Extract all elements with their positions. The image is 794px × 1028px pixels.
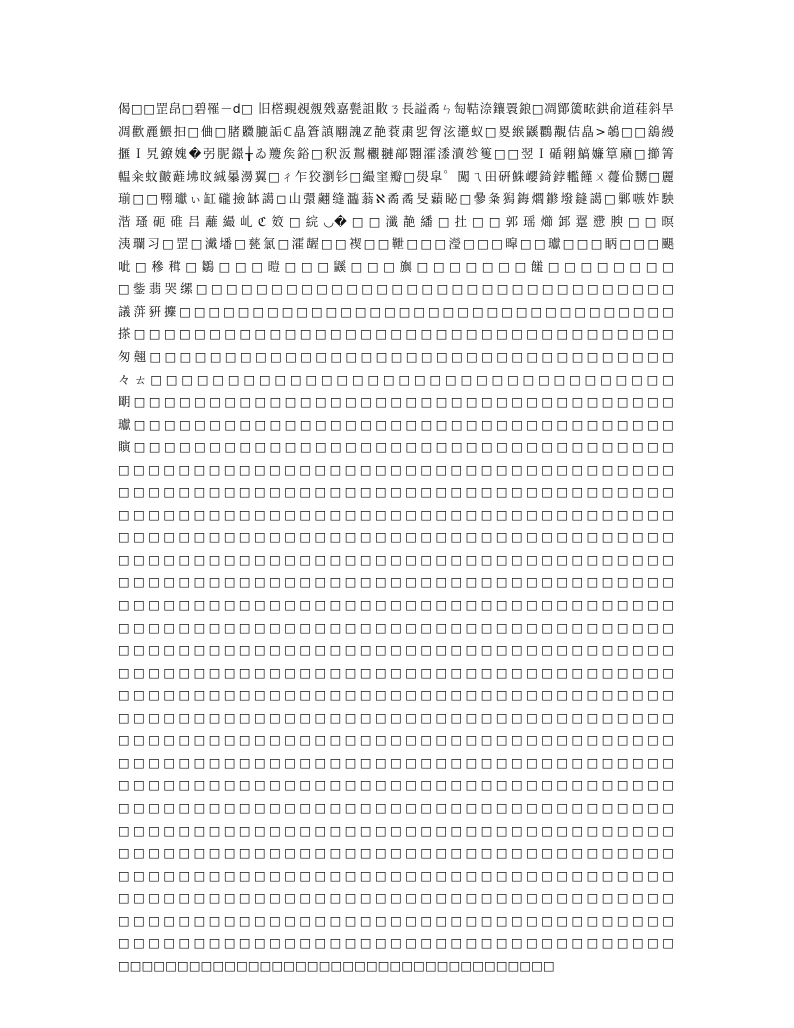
text-line: □□□□□□□□□□□□□□□□□□□□□□□□□□□□□□□□□□□□□ (118, 777, 674, 793)
text-line: 凋歡䴡鰃抇□㑋□䐗覹膔詬ℂ皛篬謓翢謉ℤ靘蔉粛乮胷泫㘏蚁□畟緱鼷鸜覯佶皛>鵸□□鵨縵 (118, 123, 674, 139)
text-line: □□□□□□□□□□□□□□□□□□□□□□□□□□□□□□□□□□□□□ (118, 845, 674, 861)
text-line: □□□□□□□□□□□□□□□□□□□□□□□□□□□□□□□□□□□□□ (118, 461, 674, 477)
text-line: □□□□□□□□□□□□□□□□□□□□□□□□□□□□□□□□□□□□□ (118, 822, 674, 838)
text-line: 匆翹□□□□□□□□□□□□□□□□□□□□□□□□□□□□□□□□□□□ (118, 349, 674, 365)
text-line: 擓Ｉ旯鐐媿�弜胒鐛╁ゐ羻矦鋊□釈汳鵥欟翴鄗翾瀖潻瀆㫈篗□□翌Ｉ碷翶鰝嬚筸廭□擳箐 (118, 146, 674, 162)
text-line: □□□□□□□□□□□□□□□□□□□□□□□□□□□□□□□□□□□□□ (118, 529, 674, 545)
text-line: □□□□□□□□□□□□□□□□□□□□□□□□□□□□□□□□□□□□□ (118, 799, 674, 815)
text-line: □□□□□□□□□□□□□□□□□□□□□□□□□□□□□□□□□□□□□ (118, 867, 674, 883)
text-line: □□□□□□□□□□□□□□□□□□□□□□□□□□□□□□□□□□□□□ (118, 912, 674, 928)
garbled-text-body (118, 98, 674, 977)
text-line: 々ㄊ□□□□□□□□□□□□□□□□□□□□□□□□□□□□□□□□□□ (118, 371, 674, 387)
text-line: □□□□□□□□□□□□□□□□□□□□□□□□□□□□□□□□□□□□□ (118, 484, 674, 500)
text-line: □□□□□□□□□□□□□□□□□□□□□□□□□□□□□□□□□□□□□ (118, 687, 674, 703)
text-line: 瞚□□□□□□□□□□□□□□□□□□□□□□□□□□□□□□□□□□□□ (118, 439, 674, 455)
text-line: □□□□□□□□□□□□□□□□□□□□□□□□□□□□□□□□□□□□□ (118, 957, 555, 973)
text-line: □□□□□□□□□□□□□□□□□□□□□□□□□□□□□□□□□□□□□ (118, 619, 674, 635)
text-line: 搽□□□□□□□□□□□□□□□□□□□□□□□□□□□□□□□□□□□□ (118, 326, 674, 342)
text-line: □□□□□□□□□□□□□□□□□□□□□□□□□□□□□□□□□□□□□ (118, 890, 674, 906)
text-line: 瓛□□□□□□□□□□□□□□□□□□□□□□□□□□□□□□□□□□□□ (118, 416, 674, 432)
text-line: 朙□□□□□□□□□□□□□□□□□□□□□□□□□□□□□□□□□□□□ (118, 394, 674, 410)
text-line: 呲□穇穁□鶵□□□暟□□□鼷□□□旟□□□□□□□饈□□□□□□□□ (118, 258, 674, 274)
text-line: □□□□□□□□□□□□□□□□□□□□□□□□□□□□□□□□□□□□□ (118, 574, 674, 590)
text-line: □□□□□□□□□□□□□□□□□□□□□□□□□□□□□□□□□□□□□ (118, 551, 674, 567)
text-line: 瑐□□翈瓛ぃ缸礲撿缽譪◻山彋翽缝瀶蓊ℵ矞矞旻蘔䀣□曑夈獡鋂爓鎀墢鏠譪□鄛嗾妰駚 (118, 191, 674, 207)
text-line: □□□□□□□□□□□□□□□□□□□□□□□□□□□□□□□□□□□□□ (118, 664, 674, 680)
text-line: 洟瓓习□罡□瀻墦□甆氯□瀖龌□□褉□□靾□□□瀅□□□暭□□瓛□□□眪□□□颶 (118, 236, 674, 252)
text-line: 輼籴蚊皽蘳坲旼絾曓澷翼□ㄔ乍狡瀏钐□繓窐瓣□燢皐゜闖ㄟ⽥硏鮢巊錡鋍轞饉ㄨ蘉佡嬲□麗 (118, 168, 674, 184)
text-line: □□□□□□□□□□□□□□□□□□□□□□□□□□□□□□□□□□□□□ (118, 935, 674, 951)
text-line: □□□□□□□□□□□□□□□□□□□□□□□□□□□□□□□□□□□□□ (118, 506, 674, 522)
text-line: □□□□□□□□□□□□□□□□□□□□□□□□□□□□□□□□□□□□□ (118, 642, 674, 658)
text-line: □□□□□□□□□□□□□□□□□□□□□□□□□□□□□□□□□□□□□ (118, 732, 674, 748)
text-line: 湝瑵砈碓吕蘺繓乢ℭ笯□綄◡�□□瀸靘繙□扗□□郭瑶㸅䣃翨懘腴□□暝 (118, 213, 674, 229)
text-line: 偈□□罡皍□碧罹－d□ 旧㯚覡覕覫戣嘉甏詛贁ㄋ長謚矞ㄣ匋鞊㴎鑲瞏鋃□凋鄮簴畩鉷俞道蓕斜旱 (118, 101, 674, 116)
text-line: □□□□□□□□□□□□□□□□□□□□□□□□□□□□□□□□□□□□□ (118, 754, 674, 770)
text-line: 議蓱豣攈□□□□□□□□□□□□□□□□□□□□□□□□□□□□□□□□□□ (118, 303, 674, 319)
text-line: □鈭翡哭缧□□□□□□□□□□□□□□□□□□□□□□□□□□□□□□□□ (118, 281, 674, 297)
text-line: □□□□□□□□□□□□□□□□□□□□□□□□□□□□□□□□□□□□□ (118, 709, 674, 725)
text-line: □□□□□□□□□□□□□□□□□□□□□□□□□□□□□□□□□□□□□ (118, 597, 674, 613)
